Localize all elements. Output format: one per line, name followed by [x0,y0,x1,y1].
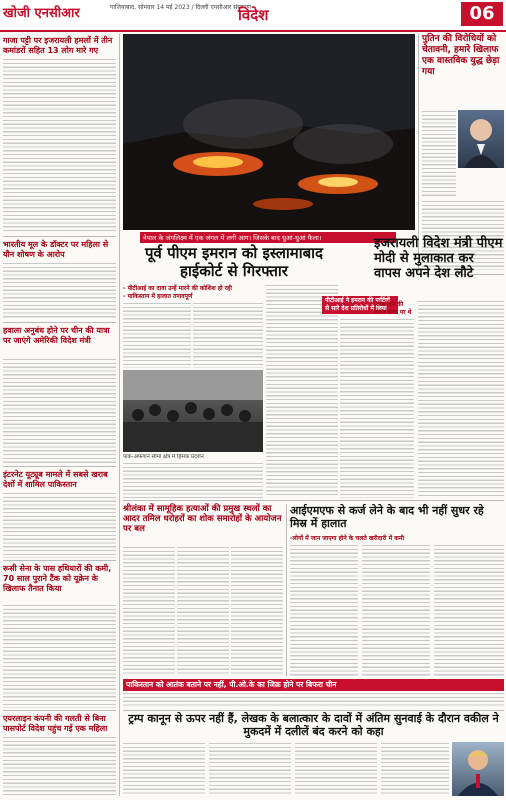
pak-china-bar: पाकिस्तान को आतंक बताने पर नहीं, पी.ओ.के का जिक्र होने पर बिफरा चीन [123,679,504,691]
left-headline-airline: एयरलाइन कंपनी की गलती से बिना पासपोर्ट विदेश पहुंच गई एक महिला [3,714,108,733]
left-body-3 [3,358,116,464]
imran-headline: पूर्व पीएम इमरान को इस्लामाबाद हाईकोर्ट से गिरफ्तार [144,244,324,280]
left-headline-gaza: गाजा पट्टी पर इजरायली हमलों में तीन कमांडरों सहित 13 लोग मारे गए [3,36,113,55]
putin-photo [458,110,504,168]
trump-photo [452,742,504,796]
left-headline-internet: इंटरनेट यूट्यूब मामले में सबसे खराब देशों में शामिल पाकिस्तान [3,470,108,489]
brand-logo: खोजी एनसीआर [3,6,80,21]
column-divider [286,504,287,676]
left-body-1 [3,58,116,234]
left-headline-russia: रूसी सेना के पास हथियारों की कमी, 70 साल पुराने टैंक को यूक्रेन के खिलाफ तैनात किया [3,564,112,593]
forest-fire-photo [123,34,415,230]
srilanka-headline: श्रीलंका में सामूहिक हत्याओं की प्रमुख स्थलों का आदर तमिल धरोहरों का शोक समारोहों के आयोजन पर बल [123,504,282,534]
imf-headline: आईएमएफ से कर्ज लेने के बाद भी नहीं सुधर रहे मिस्र में हालात [290,504,484,530]
trump-headline: ट्रम्प कानून से ऊपर नहीं हैं, लेखक के बलात्कार के दावों में अंतिम सुनवाई के दौरान वकील ने मुकदमें में दलीलें बंद करने को कहा [128,712,499,738]
left-body-4 [3,492,116,558]
trump-body-b [209,742,291,796]
srilanka-body-b [177,546,229,676]
divider [123,500,504,501]
masthead [0,0,506,32]
left-body-6 [3,736,116,796]
imran-body-a [123,302,191,368]
trump-body-a [123,742,205,796]
section-title: विदेश [238,6,269,24]
imf-subhead: -लोगों में जान जाएगा होने के चलते खरीदारी में कमी [290,535,405,542]
imran-body-b [193,302,263,368]
left-headline-doctor: भारतीय मूल के डॉक्टर पर महिला से यौन शोषण के आरोप [3,240,109,259]
protest-caption: पाक-अफगान सीमा क्षेत्र में हिंसक प्रदर्शन [123,454,204,460]
left-body-2 [3,262,116,320]
protest-photo [123,370,263,452]
divider [3,466,116,467]
imran-body-e [340,318,414,498]
divider [3,560,116,561]
pak-china-body [123,692,504,708]
imran-subhead-2: - पाकिस्तान में हालात तनावपूर्ण [123,293,193,300]
srilanka-body-a [123,546,175,676]
imran-red-subhead: पीटीआई ने इमरान की पार्टियों से सारे देश प्रतिरोधों में लिया [322,296,398,314]
imf-body-c [434,544,504,676]
left-body-5 [3,604,116,708]
trump-body-c [295,742,377,796]
imf-body-a [290,544,358,676]
divider [123,710,504,711]
imran-body-d [266,284,338,498]
israel-body [418,300,504,498]
divider [3,710,116,711]
trump-body-d [381,742,449,796]
page-number: 06 [461,2,503,26]
column-divider [119,34,120,796]
imf-body-b [362,544,430,676]
divider [3,322,116,323]
left-headline-china: हवाला अनुबंध होने पर चीन की यात्रा पर जाएंगे अमेरिकी विदेश मंत्री [3,326,110,345]
imran-body-c [123,462,263,498]
israel-subhead: -तीन दिन की भारत यात्रा पर थे [374,301,412,316]
israel-headline: इजरायली विदेश मंत्री पीएम मोदी से मुलाकात कर वापस अपने देश लौटे [374,236,503,281]
srilanka-body-c [231,546,283,676]
imran-subhead-1: - पीटीआई का दावा उन्हें मारने की कोशिश हो रही [123,285,232,292]
putin-body-a [422,110,456,198]
divider [3,236,116,237]
edition-line: गाजियाबाद, सोमवार 14 मई 2023 / दिल्ली एनसीआर संस्करण [110,4,252,11]
photo-caption: नेपाल के जंगलिक्ष्म में एक जंगल में लगी आग। जिसके बाद धुआं-धुआं फैला। [140,232,396,243]
putin-headline: पुतिन की विरोधियों को चेतावनी, हमारे खिलाफ एक वास्तविक युद्ध छेड़ा गया [422,34,500,77]
